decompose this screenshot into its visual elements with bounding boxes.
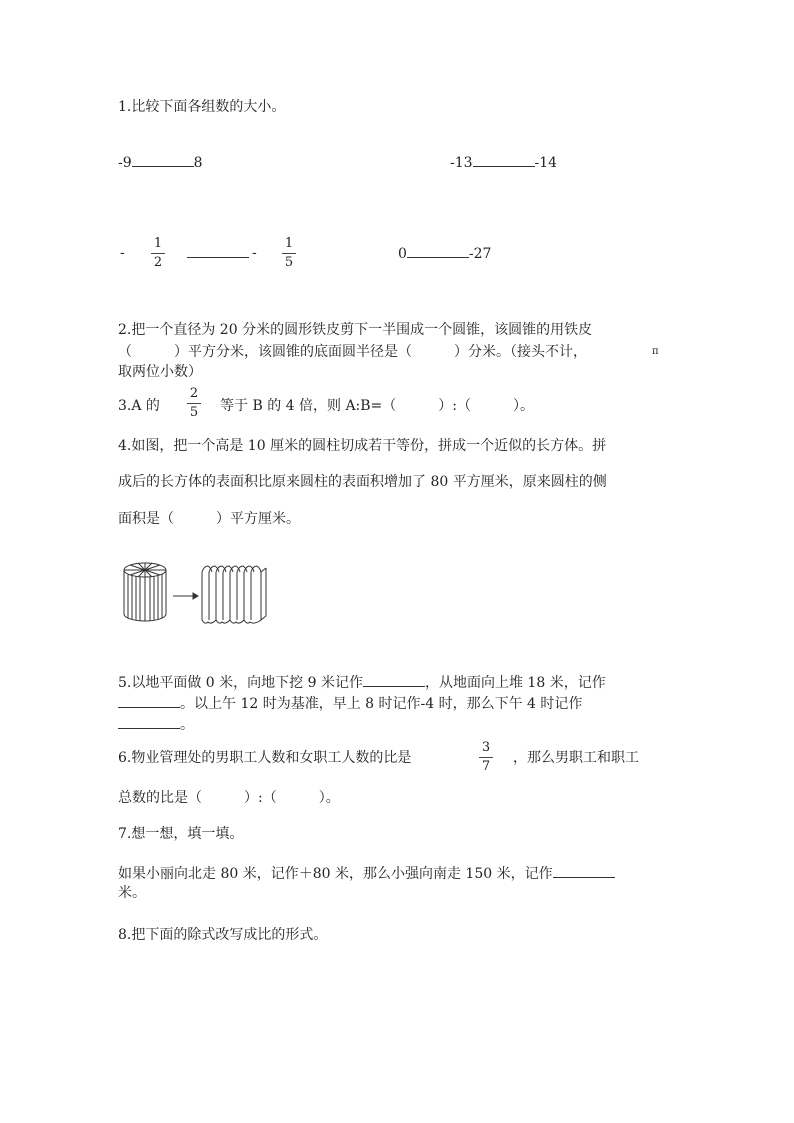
q5-line3-text: 。 — [180, 717, 194, 733]
q1-row2-fraction2-numerator: 1 — [284, 236, 294, 251]
q3-suffix: 等于 B 的 4 倍，则 A:B=（ ）:（ ）。 — [220, 398, 535, 414]
q1-row2-fraction2-denominator: 5 — [284, 255, 294, 270]
q5-line1 — [118, 672, 606, 693]
q6-line2: 总数的比是（ ）:（ ）。 — [118, 790, 340, 806]
cylinder-icon — [124, 563, 166, 621]
q8-title: 8.把下面的除式改写成比的形式。 — [118, 927, 328, 943]
q1-row1-right-blank[interactable] — [473, 152, 535, 167]
q1-row2-fraction1 — [151, 236, 165, 271]
q1-row2-sign1: - — [120, 245, 125, 261]
q1-title: 1.比较下面各组数的大小。 — [118, 99, 286, 115]
q4-line3: 面积是（ ）平方厘米。 — [118, 511, 300, 527]
q1-row1-left-a: -9 — [118, 155, 132, 171]
q2-line3: 取两位小数） — [118, 364, 202, 380]
q1-row1-left-blank[interactable] — [132, 152, 194, 167]
q1-row2-right-blank[interactable] — [407, 243, 469, 258]
cuboid-icon — [202, 566, 266, 623]
fraction-bar — [282, 253, 296, 254]
q6-suffix: ，那么男职工和职工 — [513, 750, 639, 766]
q1-row2-fraction2 — [282, 236, 296, 271]
q1-row2-right-a: 0 — [398, 246, 407, 262]
q6-fraction — [479, 740, 493, 775]
q5-line2 — [118, 693, 582, 714]
q1-row2-left-blank[interactable] — [187, 243, 249, 258]
q2-pi: π — [652, 346, 659, 357]
q5-blank-3[interactable] — [118, 714, 180, 729]
q4-line2: 成后的长方体的表面积比原来圆柱的表面积增加了 80 平方厘米，原来圆柱的侧 — [118, 474, 607, 490]
q6-fraction-numerator: 3 — [481, 740, 491, 755]
q6-prefix: 6.物业管理处的男职工人数和女职工人数的比是 — [118, 750, 412, 766]
q1-row2-right — [398, 243, 491, 264]
q3-fraction — [187, 386, 201, 421]
fraction-bar — [187, 403, 201, 404]
q1-row2-fraction1-denominator: 2 — [153, 255, 163, 270]
fraction-bar — [479, 757, 493, 758]
q5-blank-1[interactable] — [363, 672, 425, 687]
q2-line1: 2.把一个直径为 20 分米的圆形铁皮剪下一半围成一个圆锥，该圆锥的用铁皮 — [118, 322, 593, 338]
q6-fraction-denominator: 7 — [481, 759, 491, 774]
q5-blank-2[interactable] — [118, 693, 180, 708]
q5-line3 — [118, 714, 194, 735]
q5-line1-text-b: ，从地面向上堆 18 米，记作 — [424, 675, 606, 691]
q1-row2-sign2: - — [252, 245, 257, 261]
q2-line2: （ ）平方分米，该圆锥的底面圆半径是（ ）分米。（接头不计， — [118, 344, 587, 360]
q7-line1-text: 如果小丽向北走 80 米，记作＋80 米，那么小强向南走 150 米，记作 — [118, 866, 553, 882]
q1-row1-left — [118, 152, 203, 173]
q7-title: 7.想一想，填一填。 — [118, 826, 244, 842]
q7-line2: 米。 — [118, 885, 146, 901]
q5-line1-text-a: 5.以地平面做 0 米，向地下挖 9 米记作 — [118, 675, 363, 691]
cylinder-to-cuboid-figure — [118, 558, 268, 630]
q3-fraction-denominator: 5 — [189, 405, 199, 420]
q1-row1-right-b: -14 — [534, 155, 558, 171]
q1-row1-left-b: 8 — [193, 155, 203, 171]
q5-line2-text: 。以上午 12 时为基准，早上 8 时记作-4 时，那么下午 4 时记作 — [180, 696, 583, 712]
q1-row1-right — [450, 152, 557, 173]
q3-prefix: 3.A 的 — [118, 398, 160, 414]
q1-row1-right-a: -13 — [450, 155, 473, 171]
fraction-bar — [151, 253, 165, 254]
q1-row2-right-b: -27 — [468, 246, 492, 262]
q3-fraction-numerator: 2 — [189, 386, 199, 401]
q7-line1 — [118, 863, 615, 884]
q1-row2-fraction1-numerator: 1 — [153, 236, 163, 251]
q7-blank[interactable] — [553, 863, 615, 878]
arrow-right-icon — [173, 593, 198, 599]
q4-line1: 4.如图，把一个高是 10 厘米的圆柱切成若干等份，拼成一个近似的长方体。拼 — [118, 438, 607, 454]
